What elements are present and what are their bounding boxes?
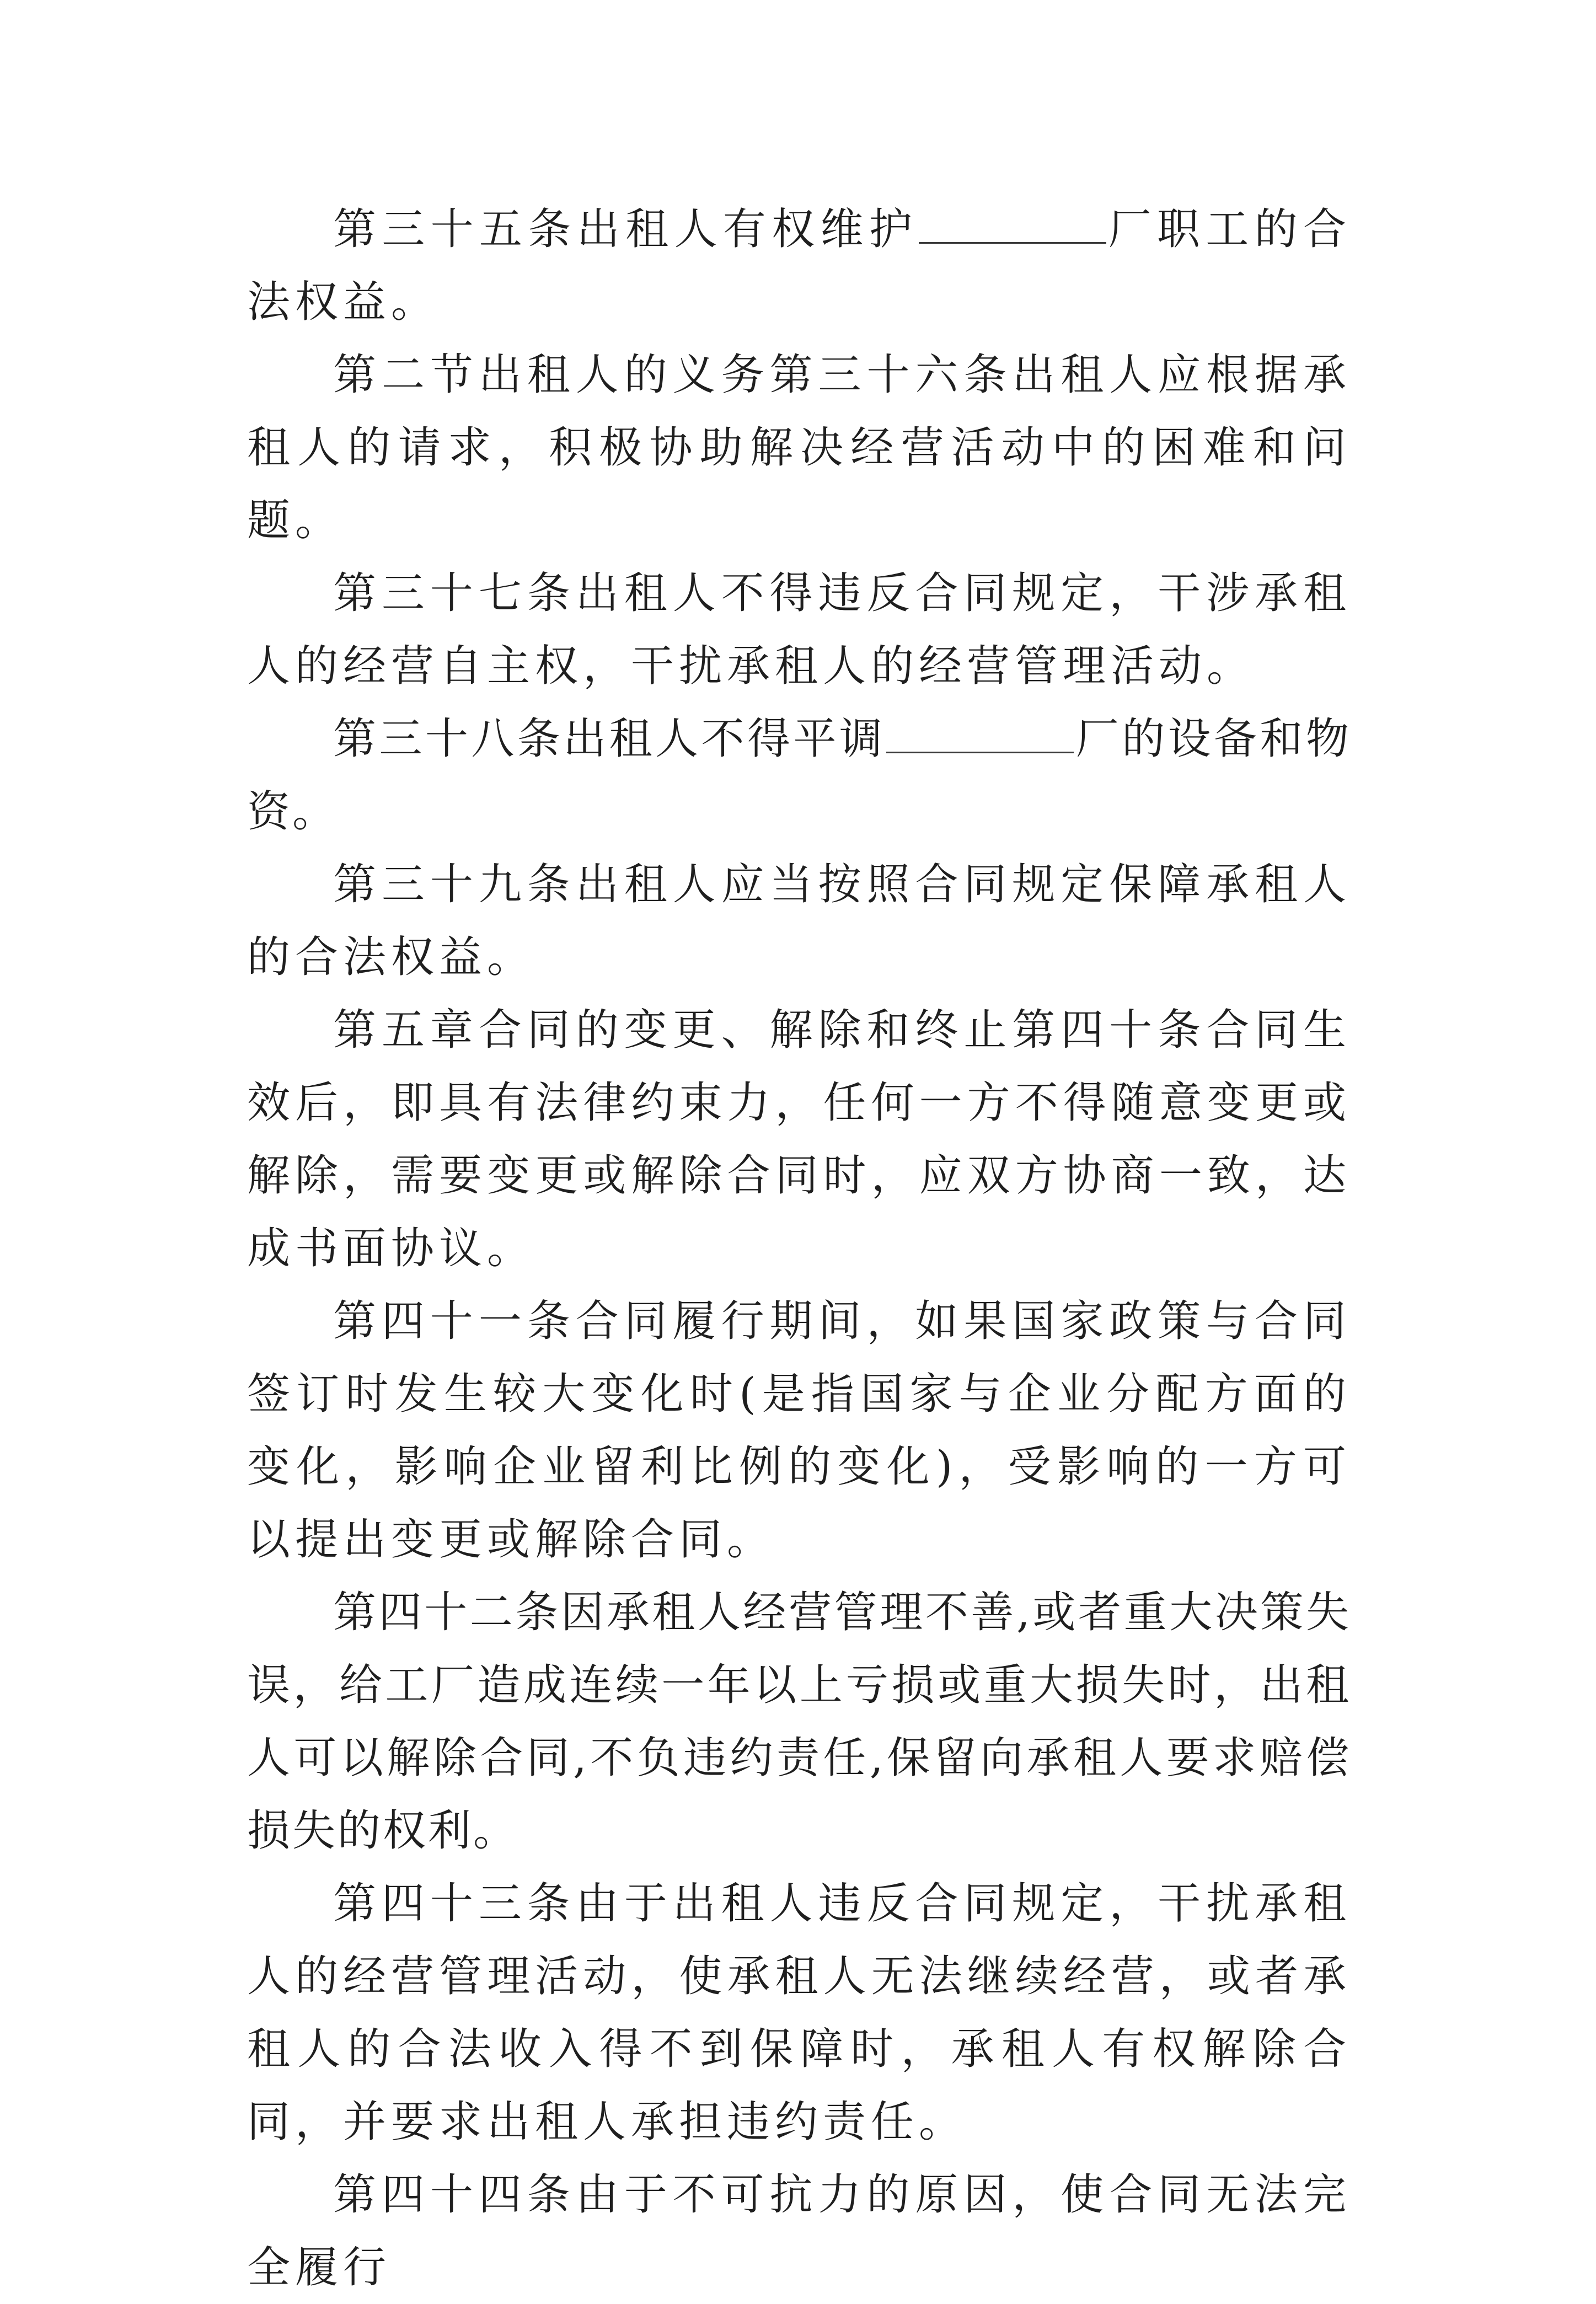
- article-41-paragraph: 第四十一条合同履行期间，如果国家政策与合同签订时发生较大变化时(是指国家与企业分配方面的变化，影响企业留利比例的变化)，受影响的一方可以提出变更或解除合同。: [247, 1296, 1351, 1564]
- article-39-paragraph: 第三十九条出租人应当按照合同规定保障承租人的合法权益。: [247, 860, 1351, 982]
- article-35-text-after: 厂职工的合法权益。: [247, 205, 1351, 327]
- blank-fill-line[interactable]: [919, 209, 1106, 244]
- article-37-paragraph: 第三十七条出租人不得违反合同规定，干涉承租人的经营自主权，干扰承租人的经营管理活动。: [247, 569, 1351, 691]
- article-44-paragraph: 第四十四条由于不可抗力的原因，使合同无法完全履行: [247, 2170, 1351, 2292]
- chapter-5-article-40-paragraph: 第五章合同的变更、解除和终止第四十条合同生效后，即具有法律约束力，任何一方不得随意变更或解除，需要变更或解除合同时，应双方协商一致，达成书面协议。: [247, 1005, 1351, 1273]
- section-2-article-36-paragraph: 第二节出租人的义务第三十六条出租人应根据承租人的请求，积极协助解决经营活动中的困难和问题。: [247, 350, 1351, 545]
- article-38-text-after: 厂的设备和物资。: [247, 714, 1351, 837]
- article-35-text-before: 第三十五条出租人有权维护: [333, 205, 918, 254]
- document-body: [247, 193, 1351, 2304]
- article-43-paragraph: 第四十三条由于出租人违反合同规定，干扰承租人的经营管理活动，使承租人无法继续经营，或者承租人的合法收入得不到保障时，承租人有权解除合同，并要求出租人承担违约责任。: [247, 1879, 1351, 2147]
- article-38-paragraph: [247, 703, 1351, 848]
- article-38-text-before: 第三十八条出租人不得平调: [333, 714, 886, 764]
- article-35-paragraph: [247, 193, 1351, 339]
- blank-fill-line[interactable]: [886, 719, 1074, 753]
- article-42-paragraph: 第四十二条因承租人经营管理不善,或者重大决策失误，给工厂造成连续一年以上亏损或重大损失时，出租人可以解除合同,不负违约责任,保留向承租人要求赔偿损失的权利。: [247, 1588, 1351, 1856]
